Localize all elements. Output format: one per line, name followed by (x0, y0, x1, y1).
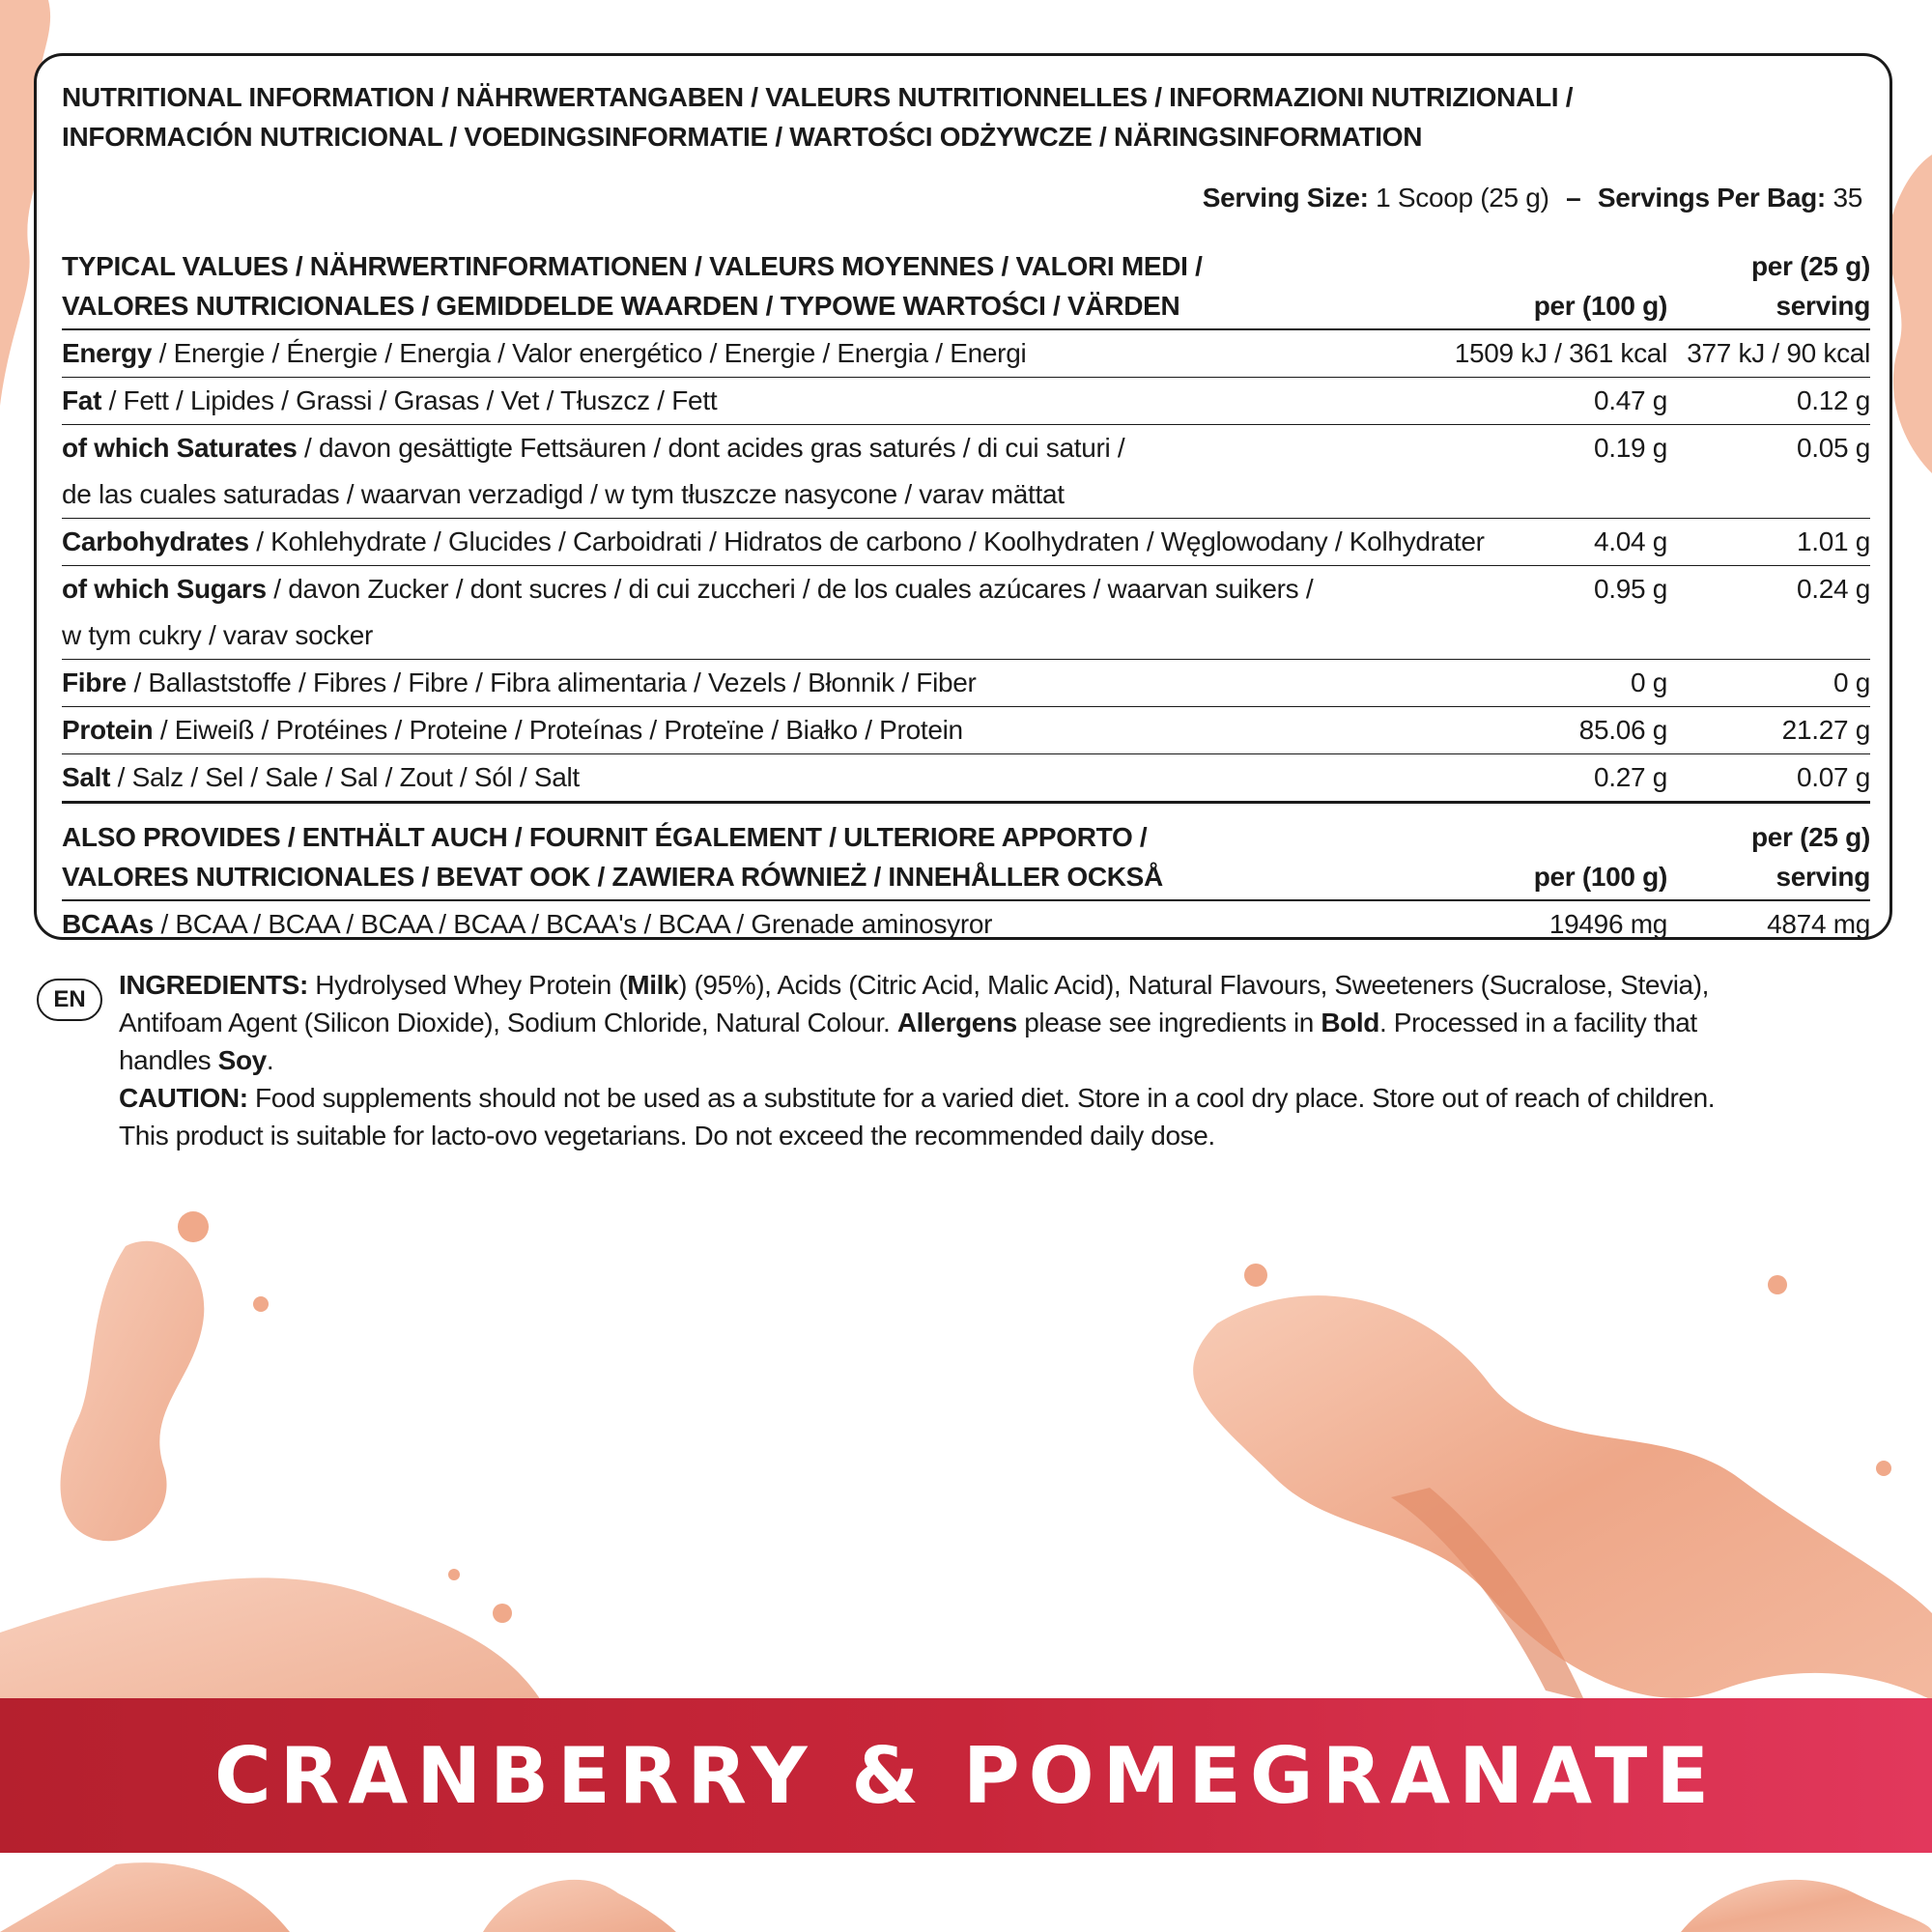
value-per-serving: 0.12 g (1667, 378, 1870, 425)
nutrient-name (62, 519, 1540, 566)
also-col-header-per-100g: per (100 g) (1540, 817, 1667, 900)
value-per-serving: 1.01 g (1667, 519, 1870, 566)
nutrient-name-translations: / BCAA / BCAA / BCAA / BCAA / BCAA's / BCAA / Grenade aminosyror (153, 909, 993, 939)
nutrient-name (62, 900, 1540, 948)
nutrient-name-translations: / davon Zucker / dont sucres / di cui zuccheri / de los cuales azúcares / waarvan suikers / (266, 574, 1314, 604)
flavour-name: CRANBERRY & POMEGRANATE (214, 1730, 1718, 1821)
table-row (62, 754, 1870, 803)
col-header-per-serving: per (25 g) serving (1667, 246, 1870, 329)
also-provides-table (62, 817, 1870, 948)
value-per-serving: 0 g (1667, 660, 1870, 707)
value-per-100g (1540, 519, 1667, 566)
value-per-100g (1454, 329, 1667, 378)
value-per-100g-text: 4.04 g (1593, 526, 1667, 556)
ingredients-text (119, 966, 1761, 1154)
nutrient-name-translations: / Salz / Sel / Sale / Sal / Zout / Sól / Salt (110, 762, 580, 792)
value-per-100g-text: 0.47 g (1593, 385, 1667, 415)
nutrient-name-translations-line-2: de las cuales saturadas / waarvan verzadigd / w tym tłuszcze nasycone / varav mättat (62, 479, 1065, 509)
ingredients-part-3: please see ingredients in (1016, 1008, 1321, 1037)
also-provides-title (62, 817, 1540, 900)
allergen-milk: Milk (627, 970, 679, 1000)
nutrient-name-translations: / Kohlehydrate / Glucides / Carboidrati / Hidratos de carbono / Koolhydraten / Węglowodany / Kolhydrater (248, 526, 1485, 556)
table-row (62, 519, 1870, 566)
caution-label: CAUTION: (119, 1083, 248, 1113)
nutrient-name-bold: Energy (62, 338, 153, 368)
value-per-100g-text: 0.95 g (1593, 574, 1667, 604)
value-per-100g-text: 0.27 g (1593, 762, 1667, 792)
value-per-100g: 19496 mg (1548, 909, 1667, 939)
title-line-2: INFORMACIÓN NUTRICIONAL / VOEDINGSINFORMATIE / WARTOŚCI ODŻYWCZE / NÄRINGSINFORMATION (62, 122, 1423, 152)
title-line-1: NUTRITIONAL INFORMATION / NÄHRWERTANGABEN / VALEURS NUTRITIONNELLES / INFORMAZIONI NUTRIZIONALI / (62, 82, 1574, 112)
nutrient-name (62, 754, 1540, 803)
typical-values-title-line-1: TYPICAL VALUES / NÄHRWERTINFORMATIONEN / VALEURS MOYENNES / VALORI MEDI / (62, 251, 1203, 281)
nutrient-name-bold: of which Saturates (62, 433, 298, 463)
value-per-100g-text: 0 g (1630, 668, 1667, 697)
value-per-100g-text: 0.19 g (1593, 433, 1667, 463)
serving-size-value: 1 Scoop (25 g) (1376, 183, 1549, 213)
ingredients-part-4: . Processed in a facility that handles (119, 1008, 1697, 1075)
ingredients-part-5: . (266, 1045, 274, 1075)
value-per-100g (1540, 378, 1667, 425)
also-provides-title-line-1: ALSO PROVIDES / ENTHÄLT AUCH / FOURNIT ÉGALEMENT / ULTERIORE APPORTO / (62, 822, 1148, 852)
panel-title (62, 77, 1849, 156)
nutrient-name-translations: / Eiweiß / Protéines / Proteine / Proteínas / Proteïne / Białko / Protein (153, 715, 963, 745)
nutrient-name-translations-line-2: w tym cukry / varav socker (62, 620, 374, 650)
typical-values-table (62, 246, 1870, 804)
value-per-serving: 4874 mg (1767, 909, 1870, 939)
allergen-soy: Soy (217, 1045, 267, 1075)
value-per-100g (1540, 660, 1667, 707)
table-row (62, 566, 1870, 660)
typical-values-title (62, 246, 1540, 329)
bold-word: Bold (1321, 1008, 1379, 1037)
value-per-100g (1540, 754, 1667, 803)
nutrient-name (62, 660, 1540, 707)
ingredients-part-1: Hydrolysed Whey Protein ( (307, 970, 628, 1000)
nutrient-name-bold: Protein (62, 715, 154, 745)
serving-dash: – (1566, 183, 1581, 213)
serving-size-label: Serving Size: (1202, 183, 1369, 213)
typical-values-header (62, 246, 1870, 329)
value-per-serving: 0.07 g (1667, 754, 1870, 803)
nutrient-name (62, 425, 1540, 519)
nutrient-name-bold: Salt (62, 762, 111, 792)
nutrient-name-translations: / davon gesättigte Fettsäuren / dont acides gras saturés / di cui saturi / (297, 433, 1125, 463)
nutrient-name-bold: Carbohydrates (62, 526, 249, 556)
language-badge: EN (37, 979, 102, 1021)
servings-per-bag-label: Servings Per Bag: (1597, 183, 1826, 213)
value-per-100g-text: 1509 kJ / 361 kcal (1454, 338, 1667, 368)
nutrient-name-bold: Fat (62, 385, 102, 415)
flavour-banner (0, 1698, 1932, 1853)
ingredients-label: INGREDIENTS: (119, 970, 308, 1000)
nutrient-name (62, 378, 1540, 425)
caution-text: Food supplements should not be used as a substitute for a varied diet. Store in a cool dry place. Store out of reach of children. This product is suitable for lacto-ovo vegetarians. Do not exceed the recommended daily dose. (119, 1083, 1716, 1151)
servings-per-bag-value: 35 (1833, 183, 1862, 213)
value-per-serving: 0.05 g (1667, 425, 1870, 519)
value-per-100g (1540, 425, 1667, 519)
nutrient-name (62, 329, 1540, 378)
ingredients-part-2: ) (95%), Acids (Citric Acid, Malic Acid), Natural Flavours, Sweeteners (Sucralose, Stevia), Antifoam Agent (Silicon Dioxide), Sodium Chloride, Natural Colour. (119, 970, 1709, 1037)
table-row (62, 707, 1870, 754)
nutrient-name-translations: / Energie / Énergie / Energia / Valor energético / Energie / Energia / Energi (152, 338, 1027, 368)
value-per-serving: 0.24 g (1667, 566, 1870, 660)
nutrient-name-bold: BCAAs (62, 909, 154, 939)
value-per-100g (1540, 566, 1667, 660)
also-provides-title-line-2: VALORES NUTRICIONALES / BEVAT OOK / ZAWIERA RÓWNIEŻ / INNEHÅLLER OCKSÅ (62, 862, 1163, 892)
col-header-per-100g: per (100 g) (1540, 246, 1667, 329)
table-row (62, 378, 1870, 425)
nutrition-panel (34, 53, 1892, 940)
also-provides-header (62, 817, 1870, 900)
nutrient-name (62, 566, 1540, 660)
serving-info (62, 179, 1864, 217)
value-per-100g-text: 85.06 g (1578, 715, 1667, 745)
table-row (62, 329, 1870, 378)
also-col-header-per-serving: per (25 g) serving (1667, 817, 1870, 900)
table-row (62, 660, 1870, 707)
table-row-bcaa (62, 900, 1870, 948)
nutrient-name-bold: Fibre (62, 668, 127, 697)
nutrient-name-translations: / Fett / Lipides / Grassi / Grasas / Vet / Tłuszcz / Fett (101, 385, 718, 415)
value-per-serving: 377 kJ / 90 kcal (1667, 329, 1870, 378)
allergens-label: Allergens (896, 1008, 1017, 1037)
nutrient-name (62, 707, 1540, 754)
value-per-100g (1540, 707, 1667, 754)
nutrient-name-translations: / Ballaststoffe / Fibres / Fibre / Fibra alimentaria / Vezels / Błonnik / Fiber (126, 668, 977, 697)
value-per-serving: 21.27 g (1667, 707, 1870, 754)
typical-values-rows (62, 329, 1870, 803)
table-row (62, 425, 1870, 519)
nutrient-name-bold: of which Sugars (62, 574, 267, 604)
typical-values-title-line-2: VALORES NUTRICIONALES / GEMIDDELDE WAARDEN / TYPOWE WARTOŚCI / VÄRDEN (62, 291, 1180, 321)
